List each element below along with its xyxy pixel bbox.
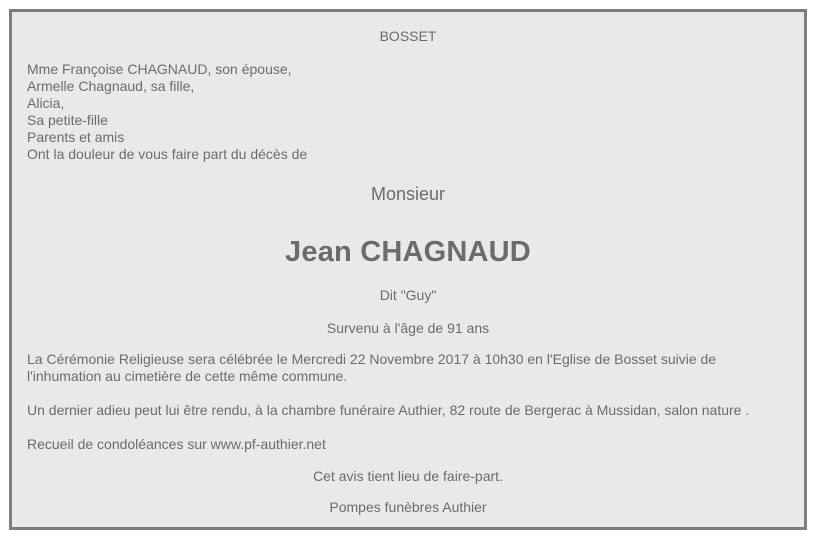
family-line: Alicia, <box>27 95 65 111</box>
family-line: Ont la douleur de vous faire part du décès de <box>27 146 308 162</box>
obituary-notice <box>9 9 807 530</box>
ceremony-paragraph: La Cérémonie Religieuse sera célébrée le Mercredi 22 Novembre 2017 à 10h30 en l'Eglise de Bosset suivie de l'inhumation au cimetière de cette même commune. <box>27 351 717 384</box>
deceased-name: Jean CHAGNAUD <box>285 236 531 268</box>
farewell-paragraph: Un dernier adieu peut lui être rendu, à la chambre funéraire Authier, 82 route de Bergerac à Mussidan, salon nature . <box>27 402 750 418</box>
family-line: Armelle Chagnaud, sa fille, <box>27 78 195 94</box>
family-line: Sa petite-fille <box>27 112 108 128</box>
place-header: BOSSET <box>379 28 437 44</box>
family-line: Parents et amis <box>27 129 125 145</box>
nickname: Dit "Guy" <box>379 287 437 303</box>
notice-line: Cet avis tient lieu de faire-part. <box>313 468 503 484</box>
condolences-paragraph: Recueil de condoléances sur www.pf-authier.net <box>27 436 326 452</box>
civility: Monsieur <box>370 184 446 204</box>
age-line: Survenu à l'âge de 91 ans <box>326 320 490 336</box>
family-line: Mme Françoise CHAGNAUD, son épouse, <box>27 61 292 77</box>
funeral-home: Pompes funèbres Authier <box>329 499 487 515</box>
family-list <box>27 61 307 163</box>
